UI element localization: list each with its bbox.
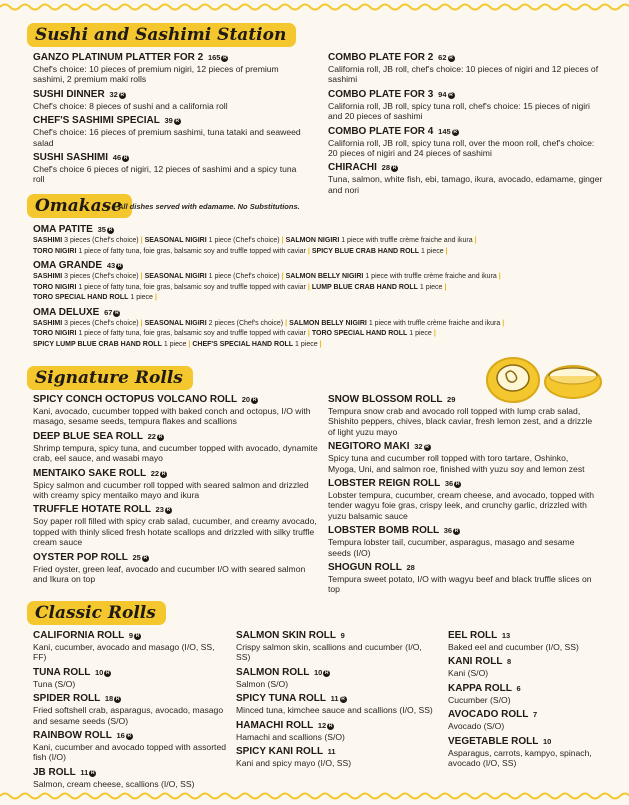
item-price: 8 bbox=[507, 657, 512, 667]
item-name-text: SUSHI DINNER bbox=[33, 88, 105, 100]
menu-item-name bbox=[33, 767, 228, 779]
menu-item-name bbox=[236, 667, 436, 679]
item-name-text: SPICY KANI ROLL bbox=[236, 746, 323, 758]
separator: | bbox=[474, 237, 477, 244]
menu-item bbox=[33, 152, 308, 185]
registered-badge-icon: R bbox=[127, 733, 132, 740]
omakase-component-detail: 1 piece bbox=[295, 340, 318, 348]
omakase-item-name bbox=[33, 224, 603, 236]
item-price: 29 bbox=[447, 395, 456, 404]
item-name-text: RAINBOW ROLL bbox=[33, 730, 112, 742]
item-price: 22 bbox=[150, 468, 160, 478]
separator: | bbox=[140, 273, 143, 280]
omakase-item-name bbox=[33, 260, 603, 272]
omakase-component-detail: 3 pieces (Chef's choice) bbox=[64, 319, 139, 327]
item-price: 36 bbox=[444, 479, 454, 489]
menu-item bbox=[33, 394, 318, 427]
omakase-component-name: SPICY LUMP BLUE CRAB HAND ROLL bbox=[33, 340, 162, 348]
omakase-detail-line bbox=[33, 236, 603, 247]
classic-col-1 bbox=[33, 630, 228, 793]
item-name-text: HAMACHI ROLL bbox=[236, 719, 314, 731]
item-name-text: NEGITORO MAKI bbox=[328, 441, 410, 453]
item-price: 10 bbox=[542, 736, 552, 746]
menu-item bbox=[33, 52, 308, 85]
menu-item-name bbox=[236, 693, 436, 705]
menu-item-name bbox=[328, 478, 598, 490]
item-name-text: KAPPA ROLL bbox=[448, 682, 512, 694]
menu-item-description: Tuna (S/O) bbox=[33, 678, 76, 689]
menu-item-name bbox=[328, 162, 603, 174]
item-price: 9 bbox=[128, 631, 134, 640]
omakase-item-name bbox=[33, 307, 603, 319]
separator: | bbox=[140, 319, 143, 327]
omakase-component-name: SASHIMI bbox=[33, 237, 63, 244]
item-price: 16 bbox=[116, 731, 125, 741]
menu-item bbox=[33, 693, 228, 726]
omakase-detail-line bbox=[33, 293, 603, 304]
menu-item bbox=[236, 693, 436, 715]
separator: | bbox=[307, 247, 310, 255]
separator: | bbox=[285, 319, 288, 327]
omakase-price: 67 bbox=[104, 307, 113, 317]
menu-item bbox=[33, 115, 308, 148]
omakase-component-name: TORO SPECIAL HAND ROLL bbox=[33, 294, 129, 301]
registered-badge-icon: R bbox=[161, 470, 166, 477]
omakase-component-name: TORO SPECIAL HAND ROLL bbox=[311, 330, 408, 337]
omakase-component-name: LUMP BLUE CRAB HAND ROLL bbox=[311, 283, 418, 291]
registered-badge-icon: R bbox=[106, 669, 110, 676]
item-name-text: LOBSTER REIGN ROLL bbox=[328, 478, 441, 490]
menu-item-name bbox=[236, 746, 436, 758]
item-name-text: DEEP BLUE SEA ROLL bbox=[33, 430, 143, 442]
item-name-text: TUNA ROLL bbox=[33, 666, 91, 678]
classic-col-2 bbox=[236, 630, 436, 772]
item-name-text: CALIFORNIA ROLL bbox=[33, 630, 125, 641]
menu-item-name bbox=[328, 562, 598, 574]
omakase-component-detail: 1 piece bbox=[130, 294, 153, 301]
menu-item-description: Tempura sweet potato, I/O with wagyu beef and black truffle slices on top bbox=[328, 574, 592, 595]
sushi-left-column bbox=[33, 52, 308, 189]
menu-item-description: Kani and spicy mayo (I/O, SS) bbox=[236, 758, 352, 769]
menu-item bbox=[33, 667, 228, 689]
item-price: 28 bbox=[406, 563, 415, 573]
omakase-name-text: OMA GRANDE bbox=[33, 260, 103, 271]
omakase-component-detail: 3 pieces (Chef's choice) bbox=[64, 237, 139, 244]
item-price: 94 bbox=[438, 89, 447, 99]
registered-badge-icon: R bbox=[252, 397, 257, 403]
omakase-detail-line bbox=[33, 319, 603, 330]
omakase-component-detail: 1 piece of fatty tuna, foie gras, balsamic soy and truffle topped with caviar bbox=[78, 283, 306, 291]
menu-item bbox=[33, 552, 318, 585]
item-name-text: COMBO PLATE FOR 4 bbox=[328, 125, 434, 137]
menu-item bbox=[328, 126, 603, 159]
menu-item-description: Fried oyster, green leaf, avocado and cucumber I/O with seared salmon and Ikura on top bbox=[33, 563, 306, 585]
menu-item-name bbox=[33, 667, 228, 679]
menu-item-description: Baked eel and cucumber (I/O, SS) bbox=[448, 642, 579, 652]
menu-item-description: Tuna, salmon, white fish, ebi, tamago, ikura, avocado, edamame, ginger and nori bbox=[328, 174, 603, 195]
item-price: 32 bbox=[109, 89, 118, 99]
separator: | bbox=[498, 273, 501, 280]
menu-item bbox=[236, 630, 436, 663]
item-name-text: OYSTER POP ROLL bbox=[33, 551, 128, 563]
menu-item-description: Avocado (S/O) bbox=[448, 721, 505, 732]
item-name-text: GANZO PLATINUM PLATTER FOR 2 bbox=[33, 52, 204, 63]
menu-item-description: Crispy salmon skin, scallions and cucumber (I/O, SS) bbox=[236, 642, 422, 663]
item-price: 165 bbox=[207, 53, 221, 62]
item-price: 22 bbox=[147, 431, 156, 441]
menu-item-name bbox=[33, 115, 308, 127]
menu-item-description: Chef's choice: 8 pieces of sushi and a california roll bbox=[33, 100, 228, 111]
registered-badge-icon: R bbox=[449, 91, 453, 98]
item-price: 145 bbox=[438, 126, 451, 136]
item-name-text: VEGETABLE ROLL bbox=[448, 735, 539, 747]
menu-item bbox=[328, 525, 598, 558]
item-name-text: EEL ROLL bbox=[448, 630, 498, 641]
menu-item bbox=[448, 709, 618, 731]
registered-badge-icon: R bbox=[453, 128, 457, 135]
item-name-text: JB ROLL bbox=[33, 766, 76, 778]
item-name-text: SPICY TUNA ROLL bbox=[236, 693, 326, 705]
item-price: 6 bbox=[516, 683, 521, 693]
menu-item-description: Chef's choice: 10 pieces of premium nigiri, 12 pieces of premium sashimi, 2 premium maki rolls bbox=[33, 64, 279, 85]
item-price: 11 bbox=[327, 747, 336, 757]
item-name-text: LOBSTER BOMB ROLL bbox=[328, 525, 439, 537]
separator: | bbox=[154, 294, 157, 301]
omakase-item bbox=[33, 260, 603, 304]
section-title-classic-rolls: Classic Rolls bbox=[27, 601, 166, 625]
item-price: 32 bbox=[414, 442, 423, 452]
registered-badge-icon: R bbox=[108, 227, 113, 233]
item-name-text: SALMON SKIN ROLL bbox=[236, 630, 336, 641]
omakase-detail-line bbox=[33, 283, 603, 294]
menu-item-description: Chef's choice 6 pieces of nigiri, 12 pieces of sashimi and a spicy tuna roll bbox=[33, 164, 297, 185]
item-price: 23 bbox=[155, 505, 164, 515]
omakase-price: 35 bbox=[97, 225, 106, 234]
registered-badge-icon: R bbox=[324, 669, 329, 676]
registered-badge-icon: R bbox=[425, 444, 429, 451]
omakase-component-detail: 2 pieces (Chef's choice) bbox=[208, 319, 284, 327]
registered-badge-icon: R bbox=[392, 165, 397, 172]
menu-item-name bbox=[448, 709, 618, 721]
menu-item-description: Fried softshell crab, asparagus, avocado, masago and sesame seeds (S/O) bbox=[33, 705, 224, 726]
omakase-component-detail: 1 piece bbox=[419, 283, 443, 291]
menu-item-description: Cucumber (S/O) bbox=[448, 694, 511, 705]
classic-col-3 bbox=[448, 630, 618, 772]
menu-item bbox=[236, 667, 436, 689]
menu-item bbox=[33, 630, 228, 663]
omakase-component-detail: 1 piece (Chef's choice) bbox=[208, 273, 280, 280]
menu-item-description: California roll, JB roll, chef's choice: 10 pieces of nigiri and 12 pieces of sashimi bbox=[328, 64, 599, 85]
omakase-component-name: SALMON NIGIRI bbox=[285, 237, 340, 244]
separator: | bbox=[307, 283, 310, 291]
item-name-text: KANI ROLL bbox=[448, 656, 503, 668]
omakase-component-name: SASHIMI bbox=[33, 273, 63, 280]
menu-item bbox=[328, 441, 598, 474]
menu-item bbox=[448, 683, 618, 705]
menu-item-name bbox=[236, 630, 436, 642]
menu-item-description: Kani, avocado, cucumber topped with baked conch and octopus, I/O with masago, sesame seeds, tempura flakes and scallions bbox=[33, 406, 311, 427]
menu-item-name bbox=[328, 89, 603, 101]
omakase-price: 43 bbox=[106, 261, 116, 270]
menu-item-name bbox=[33, 89, 308, 101]
registered-badge-icon: R bbox=[455, 481, 460, 488]
menu-item-name bbox=[33, 730, 228, 742]
registered-badge-icon: R bbox=[223, 55, 227, 61]
menu-item-description: California roll, JB roll, spicy tuna roll, over the moon roll, chef's choice: 20 pieces of nigiri and 24 pieces of sashimi bbox=[328, 137, 595, 159]
omakase-component-name: SEASONAL NIGIRI bbox=[144, 273, 207, 280]
registered-badge-icon: R bbox=[449, 55, 453, 61]
separator: | bbox=[281, 237, 284, 244]
menu-item-name bbox=[448, 656, 618, 668]
menu-item-description: Salmon (S/O) bbox=[236, 678, 289, 689]
menu-item bbox=[328, 394, 598, 437]
omakase-detail-line bbox=[33, 272, 603, 283]
menu-item-description: Lobster tempura, cucumber, cream cheese, and avocado, topped with tender wagyu foie gras, crispy leek, and crunchy garlic, drizzled with yuzu balsamic sauce bbox=[328, 490, 595, 521]
item-price: 10 bbox=[95, 667, 104, 677]
item-price: 7 bbox=[532, 710, 538, 720]
omakase-component-name: SEASONAL NIGIRI bbox=[144, 319, 207, 327]
item-price: 62 bbox=[438, 53, 447, 62]
omakase-component-detail: 1 piece with truffle crème fraiche and ikura bbox=[368, 319, 501, 327]
top-wavy-border bbox=[0, 2, 629, 14]
menu-item-name bbox=[236, 720, 436, 732]
omakase-name-text: OMA PATITE bbox=[33, 224, 93, 235]
menu-item bbox=[33, 767, 228, 789]
menu-item bbox=[328, 478, 598, 521]
menu-item bbox=[328, 52, 603, 85]
menu-item bbox=[328, 562, 598, 595]
omakase-note: All dishes served with edamame. No Substitutions. bbox=[118, 202, 300, 211]
item-price: 11 bbox=[80, 767, 89, 777]
menu-item-description: Soy paper roll filled with spicy crab salad, cucumber, and creamy avocado, topped with thinly sliced fresh hotate scallops and drizzled with silky truffle cream sauce bbox=[33, 516, 317, 548]
menu-item bbox=[328, 89, 603, 122]
item-name-text: SALMON ROLL bbox=[236, 666, 310, 678]
section-title-signature-rolls: Signature Rolls bbox=[27, 366, 193, 390]
item-price: 11 bbox=[330, 694, 339, 704]
omakase-component-detail: 1 piece of fatty tuna, foie gras, balsamic soy and truffle topped with caviar bbox=[78, 247, 306, 255]
omakase-component-detail: 1 piece bbox=[421, 247, 444, 255]
menu-item-name bbox=[328, 126, 603, 138]
registered-badge-icon: R bbox=[454, 528, 459, 535]
item-price: 12 bbox=[317, 720, 327, 730]
omakase-component-detail: 1 piece with truffle crème fraiche and ikura bbox=[365, 273, 497, 280]
menu-item bbox=[33, 468, 318, 501]
menu-item-description: Shrimp tempura, spicy tuna, and cucumber topped with avocado, dynamite crab, eel sauce, and wasabi mayo bbox=[33, 442, 318, 464]
menu-item-description: Hamachi and scallions (S/O) bbox=[236, 731, 345, 742]
item-price: 28 bbox=[381, 163, 391, 173]
registered-badge-icon: R bbox=[135, 633, 140, 639]
menu-item-name bbox=[328, 525, 598, 537]
menu-item-name bbox=[328, 52, 603, 64]
signature-left-column bbox=[33, 394, 318, 588]
menu-item-name bbox=[448, 736, 618, 748]
omakase-component-detail: 3 pieces (Chef's choice) bbox=[64, 273, 139, 280]
menu-item-name bbox=[33, 630, 228, 642]
omakase-component-detail: 1 piece of fatty tuna, foie gras, balsamic soy and truffle topped with caviar bbox=[78, 330, 306, 337]
item-name-text: COMBO PLATE FOR 2 bbox=[328, 52, 434, 63]
menu-item bbox=[448, 630, 618, 652]
menu-item-description: Salmon, cream cheese, scallions (I/O, SS) bbox=[33, 778, 195, 789]
menu-item-name bbox=[448, 630, 618, 642]
registered-badge-icon: R bbox=[91, 769, 95, 776]
separator: | bbox=[140, 237, 143, 244]
menu-item-description: Kani (S/O) bbox=[448, 668, 489, 679]
menu-item-description: California roll, JB roll, spicy tuna roll, chef's choice: 15 pieces of nigiri and 20 pieces of sashimi bbox=[328, 100, 590, 122]
omakase-component-name: SPICY BLUE CRAB HAND ROLL bbox=[311, 247, 420, 255]
section-title-omakase: Omakase bbox=[27, 194, 132, 218]
menu-item-description: Chef's choice: 16 pieces of premium sashimi, tuna tataki and seaweed salad bbox=[33, 127, 301, 148]
omakase-component-name: TORO NIGIRI bbox=[33, 283, 77, 291]
menu-item-description: Spicy salmon and cucumber roll topped with seared salmon and drizzled with creamy spicy mentaiko mayo and ikura bbox=[33, 479, 309, 501]
item-price: 36 bbox=[443, 526, 453, 536]
separator: | bbox=[319, 340, 322, 348]
menu-item-description: Kani, cucumber and avocado topped with assorted fish (I/O) bbox=[33, 742, 227, 763]
registered-badge-icon: R bbox=[166, 507, 171, 514]
bottom-wavy-border bbox=[0, 791, 629, 803]
item-price: 9 bbox=[340, 631, 345, 640]
omakase-component-detail: 1 piece bbox=[163, 340, 187, 348]
item-name-text: MENTAIKO SAKE ROLL bbox=[33, 467, 146, 479]
omakase-item bbox=[33, 307, 603, 351]
item-name-text: SPICY CONCH OCTOPUS VOLCANO ROLL bbox=[33, 394, 237, 405]
sushi-right-column bbox=[328, 52, 603, 199]
menu-item-name bbox=[328, 441, 598, 453]
omakase-component-name: SALMON BELLY NIGIRI bbox=[289, 319, 367, 327]
item-name-text: CHEF'S SASHIMI SPECIAL bbox=[33, 115, 160, 127]
menu-item-name bbox=[33, 468, 318, 480]
omakase-component-name: SASHIMI bbox=[33, 319, 63, 327]
menu-item bbox=[33, 730, 228, 763]
menu-item bbox=[33, 431, 318, 464]
registered-badge-icon: R bbox=[120, 91, 125, 98]
menu-item-name bbox=[33, 152, 308, 164]
menu-item bbox=[33, 89, 308, 111]
separator: | bbox=[445, 247, 448, 255]
registered-badge-icon: R bbox=[158, 433, 163, 440]
separator: | bbox=[307, 330, 310, 337]
separator: | bbox=[188, 340, 191, 348]
menu-item-name bbox=[448, 683, 618, 695]
signature-right-column bbox=[328, 394, 598, 599]
registered-badge-icon: R bbox=[117, 263, 122, 269]
menu-item-name bbox=[33, 693, 228, 705]
omakase-component-name: TORO NIGIRI bbox=[33, 330, 77, 337]
registered-badge-icon: R bbox=[143, 554, 148, 561]
menu-item-name bbox=[33, 394, 318, 406]
omakase-list bbox=[33, 224, 603, 353]
item-price: 46 bbox=[112, 153, 122, 163]
omakase-component-name: SALMON BELLY NIGIRI bbox=[285, 273, 364, 280]
menu-item-name bbox=[33, 504, 318, 516]
item-name-text: COMBO PLATE FOR 3 bbox=[328, 88, 434, 100]
item-name-text: SPIDER ROLL bbox=[33, 693, 101, 705]
item-name-text: SHOGUN ROLL bbox=[328, 562, 402, 574]
omakase-component-name: CHEF'S SPECIAL HAND ROLL bbox=[192, 340, 294, 348]
omakase-item bbox=[33, 224, 603, 257]
omakase-detail-line bbox=[33, 329, 603, 340]
menu-item bbox=[33, 504, 318, 547]
menu-item bbox=[328, 162, 603, 195]
menu-item-description: Spicy tuna and cucumber roll topped with toro tartare, Oshinko, Myoga, Uni, and salmon roe, finished with yuzu soy and lemon zest bbox=[328, 453, 585, 474]
menu-item bbox=[448, 656, 618, 678]
menu-item-description: Kani, cucumber, avocado and masago (I/O, SS, FF) bbox=[33, 642, 215, 663]
item-price: 20 bbox=[241, 395, 251, 404]
omakase-component-detail: 1 piece (Chef's choice) bbox=[208, 237, 280, 244]
menu-item bbox=[236, 746, 436, 768]
menu-item-description: Tempura lobster tail, cucumber, asparagus, masago and sesame seeds (I/O) bbox=[328, 537, 575, 558]
menu-item-name bbox=[33, 552, 318, 564]
item-price: 25 bbox=[132, 552, 141, 562]
menu-item bbox=[236, 720, 436, 742]
item-name-text: SNOW BLOSSOM ROLL bbox=[328, 394, 443, 405]
menu-item-name bbox=[33, 52, 308, 64]
registered-badge-icon: R bbox=[175, 118, 180, 125]
section-title-sushi-sashimi: Sushi and Sashimi Station bbox=[27, 23, 296, 47]
registered-badge-icon: R bbox=[115, 696, 120, 703]
item-price: 39 bbox=[164, 116, 173, 126]
item-name-text: AVOCADO ROLL bbox=[448, 709, 529, 721]
separator: | bbox=[281, 273, 284, 280]
menu-item bbox=[448, 736, 618, 769]
omakase-component-name: SEASONAL NIGIRI bbox=[144, 237, 207, 244]
omakase-component-detail: 1 piece with truffle crème fraiche and ikura bbox=[341, 237, 473, 244]
separator: | bbox=[433, 330, 436, 337]
item-price: 13 bbox=[501, 631, 511, 640]
omakase-name-text: OMA DELUXE bbox=[33, 306, 100, 318]
menu-item-description: Minced tuna, kimchee sauce and scallions (I/O, SS) bbox=[236, 705, 433, 716]
menu-item-name bbox=[328, 394, 598, 406]
omakase-detail-line bbox=[33, 247, 603, 258]
item-name-text: TRUFFLE HOTATE ROLL bbox=[33, 504, 151, 516]
item-price: 10 bbox=[313, 667, 323, 677]
omakase-component-detail: 1 piece bbox=[409, 330, 432, 337]
item-price: 18 bbox=[104, 694, 114, 704]
separator: | bbox=[502, 319, 505, 327]
menu-item-description: Asparagus, carrots, kampyo, spinach, avocado (I/O, SS) bbox=[448, 747, 592, 769]
item-name-text: SUSHI SASHIMI bbox=[33, 152, 109, 164]
omakase-component-name: TORO NIGIRI bbox=[33, 247, 77, 255]
separator: | bbox=[444, 283, 447, 291]
menu-item-description: Tempura snow crab and avocado roll topped with lump crab salad, Shishito peppers, chives, black caviar, fresh lemon zest, and a drizzle of light yuzu mayo bbox=[328, 406, 593, 437]
registered-badge-icon: R bbox=[341, 696, 345, 703]
registered-badge-icon: R bbox=[123, 155, 128, 162]
menu-item-name bbox=[33, 431, 318, 443]
item-name-text: CHIRACHI bbox=[328, 162, 377, 174]
registered-badge-icon: R bbox=[328, 722, 333, 729]
registered-badge-icon: R bbox=[115, 309, 119, 316]
